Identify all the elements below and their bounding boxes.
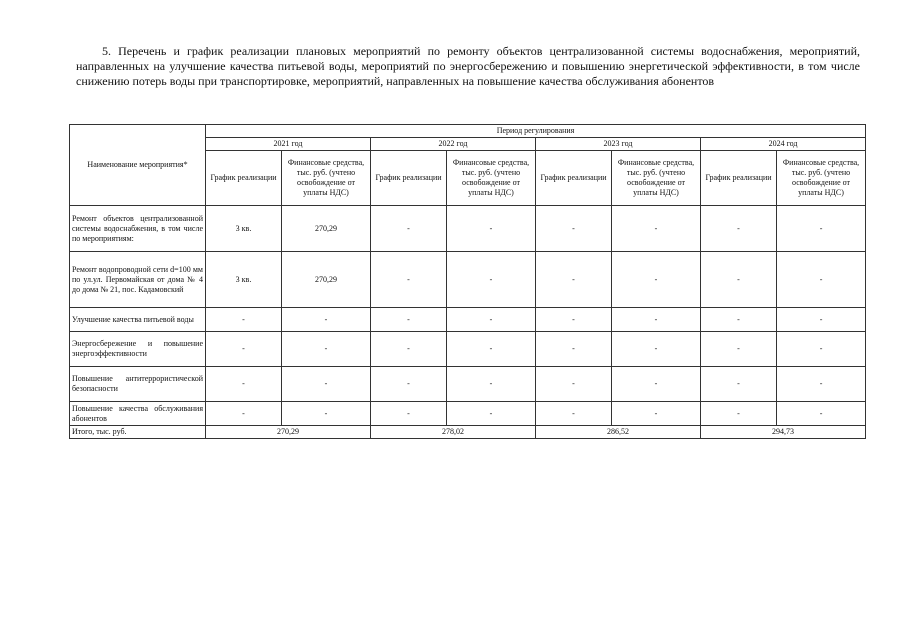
table-row [70, 252, 866, 308]
table-cell: - [536, 252, 612, 308]
subheader-finance: Финансовые средства, тыс. руб. (учтено освобождение от уплаты НДС) [282, 151, 371, 206]
total-row [70, 426, 866, 439]
row-name: Энергосбережение и повышение энергоэффективности [70, 332, 206, 367]
plan-table [69, 124, 866, 439]
table-cell: - [371, 402, 447, 426]
table-cell: - [206, 308, 282, 332]
subheader-finance: Финансовые средства, тыс. руб. (учтено освобождение от уплаты НДС) [777, 151, 866, 206]
table-row [70, 367, 866, 402]
row-name: Повышение качества обслуживания абонентов [70, 402, 206, 426]
subheader-finance: Финансовые средства, тыс. руб. (учтено освобождение от уплаты НДС) [612, 151, 701, 206]
table-cell: - [447, 252, 536, 308]
table-cell: 3 кв. [206, 206, 282, 252]
table-cell: - [777, 206, 866, 252]
table-row [70, 332, 866, 367]
row-name: Улучшение качества питьевой воды [70, 308, 206, 332]
table-cell: - [777, 402, 866, 426]
table-cell: - [701, 332, 777, 367]
table-row [70, 308, 866, 332]
row-name: Ремонт объектов централизованной системы водоснабжения, в том числе по мероприятиям: [70, 206, 206, 252]
table-cell: - [536, 308, 612, 332]
table-cell: - [612, 252, 701, 308]
col-header-period: Период регулирования [206, 125, 866, 138]
year-header-2024: 2024 год [701, 138, 866, 151]
table-cell: - [536, 206, 612, 252]
table-cell: - [777, 252, 866, 308]
table-cell: - [701, 252, 777, 308]
table-cell: - [447, 402, 536, 426]
year-header-2021: 2021 год [206, 138, 371, 151]
year-header-2023: 2023 год [536, 138, 701, 151]
section-heading: 5. Перечень и график реализации плановых мероприятий по ремонту объектов централизованной системы водоснабжения, мероприятий, направленных на улучшение качества питьевой воды, мероприятий по энергосбережению и повышению энергетической эффективности, в том числе снижению потерь воды при транспортировке, мероприятий, направленных на повышение качества обслуживания абонентов [76, 44, 860, 88]
subheader-schedule: График реализации [206, 151, 282, 206]
table-cell: - [447, 206, 536, 252]
year-header-2022: 2022 год [371, 138, 536, 151]
table-cell: - [282, 332, 371, 367]
table-cell: - [612, 206, 701, 252]
table-cell: - [206, 332, 282, 367]
table-cell: - [371, 308, 447, 332]
table-cell: - [701, 402, 777, 426]
table-cell: - [206, 402, 282, 426]
table-cell: - [701, 206, 777, 252]
table-cell: - [371, 332, 447, 367]
table-cell: - [536, 332, 612, 367]
total-2021: 270,29 [206, 426, 371, 439]
total-2023: 286,52 [536, 426, 701, 439]
table-cell: - [282, 402, 371, 426]
table-row [70, 402, 866, 426]
table-cell: - [612, 367, 701, 402]
row-name: Ремонт водопроводной сети d=100 мм по ул.ул. Первомайская от дома № 4 до дома № 21, пос. Кадамовский [70, 252, 206, 308]
table-cell: - [701, 367, 777, 402]
table-cell: - [612, 402, 701, 426]
subheader-schedule: График реализации [701, 151, 777, 206]
total-label: Итого, тыс. руб. [70, 426, 206, 439]
table-cell: - [371, 252, 447, 308]
table-cell: - [447, 332, 536, 367]
table-cell: - [371, 367, 447, 402]
table-cell: - [206, 367, 282, 402]
table-cell: - [282, 367, 371, 402]
table-cell: - [371, 206, 447, 252]
table-cell: 270,29 [282, 206, 371, 252]
subheader-schedule: График реализации [371, 151, 447, 206]
table-cell: 3 кв. [206, 252, 282, 308]
table-row [70, 206, 866, 252]
table-cell: - [701, 308, 777, 332]
table-cell: - [612, 308, 701, 332]
table-cell: - [447, 367, 536, 402]
table-cell: - [282, 308, 371, 332]
subheader-schedule: График реализации [536, 151, 612, 206]
table-cell: - [536, 402, 612, 426]
table-cell: - [447, 308, 536, 332]
total-2024: 294,73 [701, 426, 866, 439]
table-cell: - [536, 367, 612, 402]
table-cell: - [612, 332, 701, 367]
table-cell: - [777, 367, 866, 402]
table-cell: 270,29 [282, 252, 371, 308]
total-2022: 278,02 [371, 426, 536, 439]
table-cell: - [777, 332, 866, 367]
table-cell: - [777, 308, 866, 332]
row-name: Повышение антитеррористической безопасности [70, 367, 206, 402]
subheader-finance: Финансовые средства, тыс. руб. (учтено освобождение от уплаты НДС) [447, 151, 536, 206]
col-header-name: Наименование мероприятия* [70, 125, 206, 206]
